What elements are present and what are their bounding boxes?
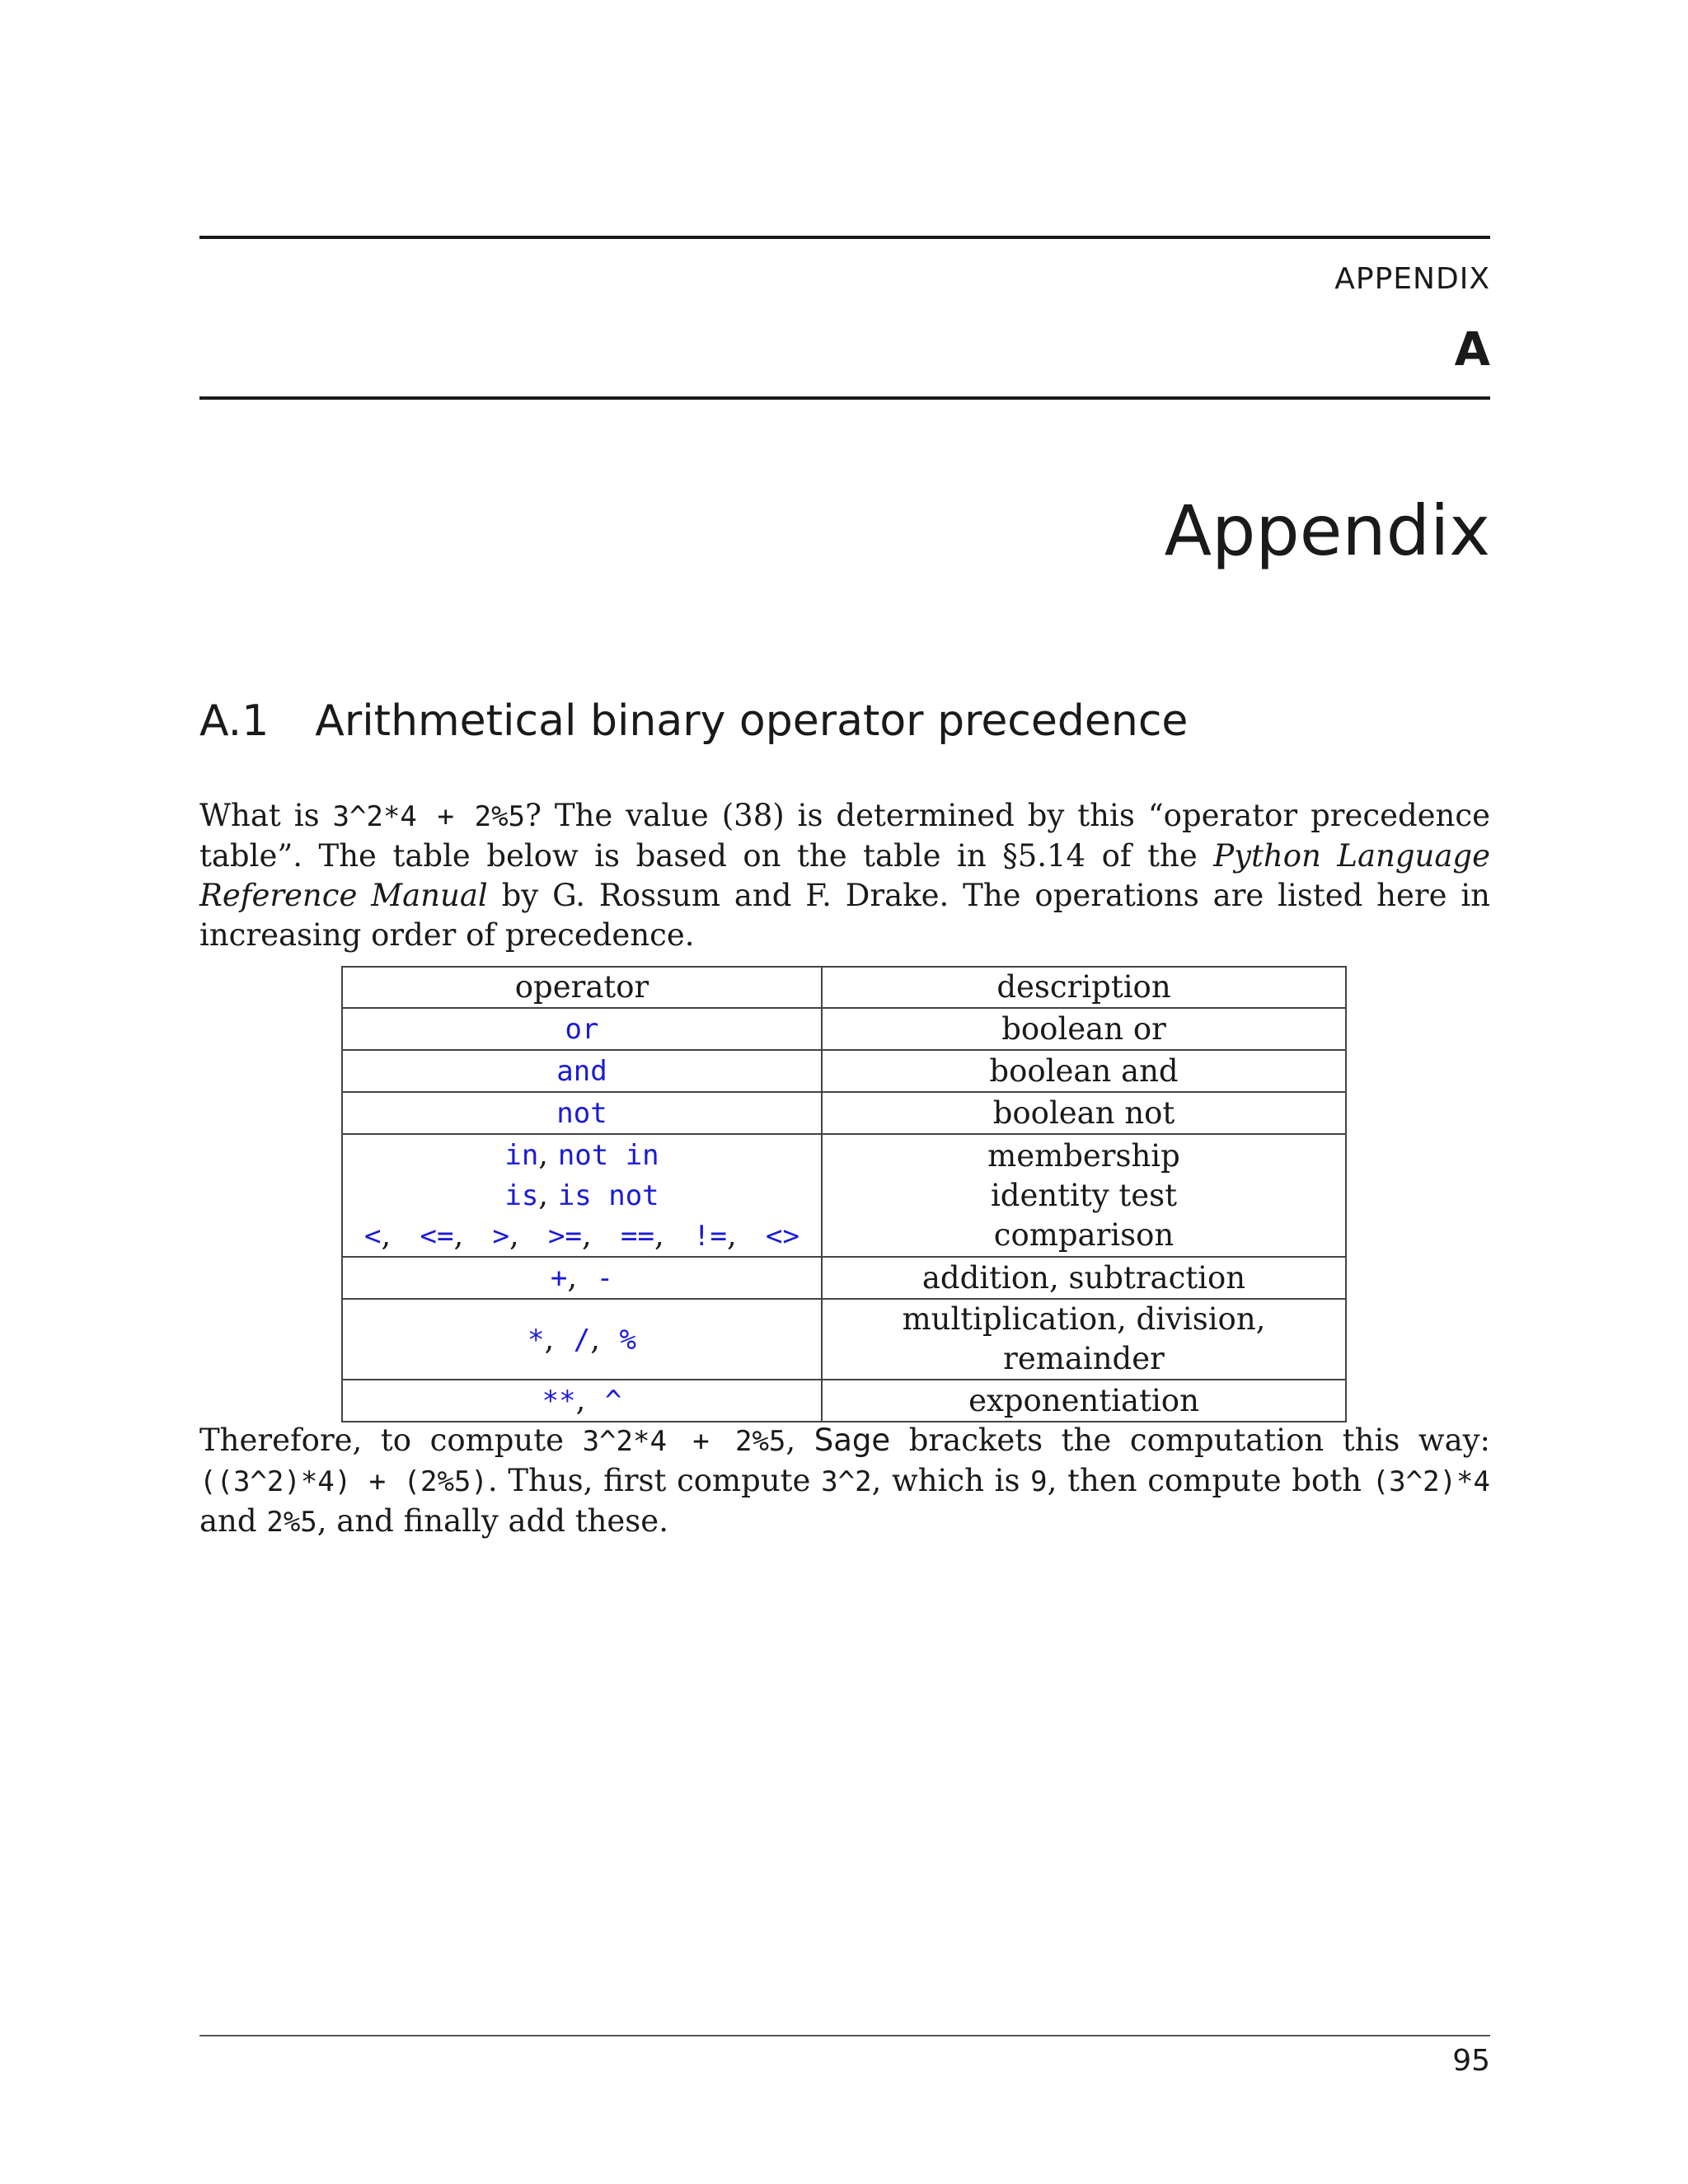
footer-rule <box>199 2035 1490 2036</box>
chapter-title: Appendix <box>1164 490 1490 571</box>
description-cell: boolean and <box>822 1050 1346 1092</box>
conclusion-text-3: brackets the computation this way: <box>890 1422 1490 1458</box>
intro-text-2: ? The value (38) is determined by this “operator precedence table”. The table below is based on the table in §5.14 of the <box>199 798 1490 874</box>
conclusion-code-nine: 9 <box>1030 1465 1048 1498</box>
operator-ne-alt: <> <box>766 1220 799 1253</box>
description-cell: boolean not <box>822 1092 1346 1134</box>
description-cell: boolean or <box>822 1008 1346 1050</box>
operator-minus: - <box>596 1262 614 1295</box>
intro-code-expression: 3^2*4 + 2%5 <box>332 800 526 833</box>
table-row <box>342 1380 1346 1422</box>
header-operator: operator <box>342 967 822 1008</box>
description-comparison: comparison <box>993 1216 1175 1253</box>
table-row <box>342 1134 1346 1257</box>
intro-text-3: by G. Rossum and F. Drake. The operations are listed here in increasing order of precedence. <box>199 878 1490 953</box>
conclusion-code-power: 3^2 <box>821 1465 872 1498</box>
operator-divide: / <box>573 1323 591 1357</box>
operator-remainder: % <box>619 1323 637 1357</box>
operator-lt: < <box>363 1220 382 1253</box>
book-title: Python Language Reference Manual <box>199 838 1490 913</box>
operator-cell: *, /, % <box>342 1299 822 1380</box>
operator-line-identity: is, is not <box>504 1177 659 1212</box>
appendix-label: APPENDIX <box>1334 262 1490 296</box>
operator-or: or <box>565 1013 599 1046</box>
table-row <box>342 1008 1346 1050</box>
operator-le: <= <box>420 1220 454 1253</box>
operator-ne: != <box>693 1220 727 1253</box>
conclusion-code-product: (3^2)*4 <box>1372 1465 1490 1498</box>
operator-not: not <box>556 1097 607 1130</box>
operator-cell <box>342 1092 822 1134</box>
conclusion-code-bracketed: ((3^2)*4) + (2%5) <box>199 1465 488 1498</box>
operator-multiply: * <box>527 1323 545 1357</box>
section-title: Arithmetical binary operator precedence <box>315 696 1189 746</box>
conclusion-text-1: Therefore, to compute <box>199 1422 583 1458</box>
operator-and: and <box>556 1055 607 1088</box>
operator-cell <box>342 1134 822 1257</box>
conclusion-text-6: , then compute both <box>1047 1463 1372 1498</box>
operator-cell <box>342 1050 822 1092</box>
table-row <box>342 1299 1346 1380</box>
operator-line-comparison: <, <=, >, >=, ==, !=, <> <box>363 1217 799 1253</box>
page-number: 95 <box>1452 2044 1490 2078</box>
table-row <box>342 1257 1346 1299</box>
description-identity: identity test <box>990 1177 1178 1213</box>
operator-in: in <box>504 1139 539 1172</box>
conclusion-text-5: , which is <box>871 1463 1031 1498</box>
conclusion-text-7: and <box>199 1503 267 1539</box>
operator-is-not: is not <box>557 1179 659 1212</box>
chapter-letter: A <box>1454 323 1490 377</box>
operator-precedence-table <box>341 966 1347 1422</box>
operator-eq: == <box>621 1220 654 1253</box>
intro-text-1: What is <box>199 798 333 833</box>
description-cell <box>822 1134 1346 1257</box>
table-row <box>342 1092 1346 1134</box>
conclusion-code-remainder: 2%5 <box>266 1506 317 1539</box>
section-number: A.1 <box>199 696 270 746</box>
description-cell: addition, subtraction <box>822 1257 1346 1299</box>
conclusion-code-expression: 3^2*4 + 2%5 <box>582 1425 786 1458</box>
operator-plus: + <box>550 1262 568 1295</box>
chapter-bottom-rule <box>199 396 1490 400</box>
operator-not-in: not in <box>557 1139 659 1172</box>
intro-paragraph <box>199 796 1490 955</box>
operator-line-membership: in, not in <box>504 1137 659 1172</box>
description-membership: membership <box>987 1137 1180 1174</box>
conclusion-text-8: , and finally add these. <box>316 1503 668 1539</box>
table-row <box>342 1050 1346 1092</box>
conclusion-paragraph <box>199 1421 1490 1542</box>
operator-cell <box>342 1008 822 1050</box>
operator-cell: +, - <box>342 1257 822 1299</box>
conclusion-text-2: , <box>785 1422 814 1458</box>
table-header-row <box>342 967 1346 1008</box>
description-cell: multiplication, division, remainder <box>822 1299 1346 1380</box>
operator-ge: >= <box>548 1220 582 1253</box>
operator-gt: > <box>492 1220 509 1253</box>
operator-is: is <box>504 1179 539 1212</box>
sage-name: Sage <box>814 1422 891 1458</box>
operator-cell: **, ^ <box>342 1380 822 1422</box>
operator-power: ** <box>542 1385 576 1418</box>
operator-caret: ^ <box>604 1385 622 1418</box>
section-heading <box>199 696 1188 746</box>
conclusion-text-4: . Thus, first compute <box>487 1463 822 1498</box>
description-cell: exponentiation <box>822 1380 1346 1422</box>
chapter-top-rule <box>199 236 1490 239</box>
header-description: description <box>822 967 1346 1008</box>
